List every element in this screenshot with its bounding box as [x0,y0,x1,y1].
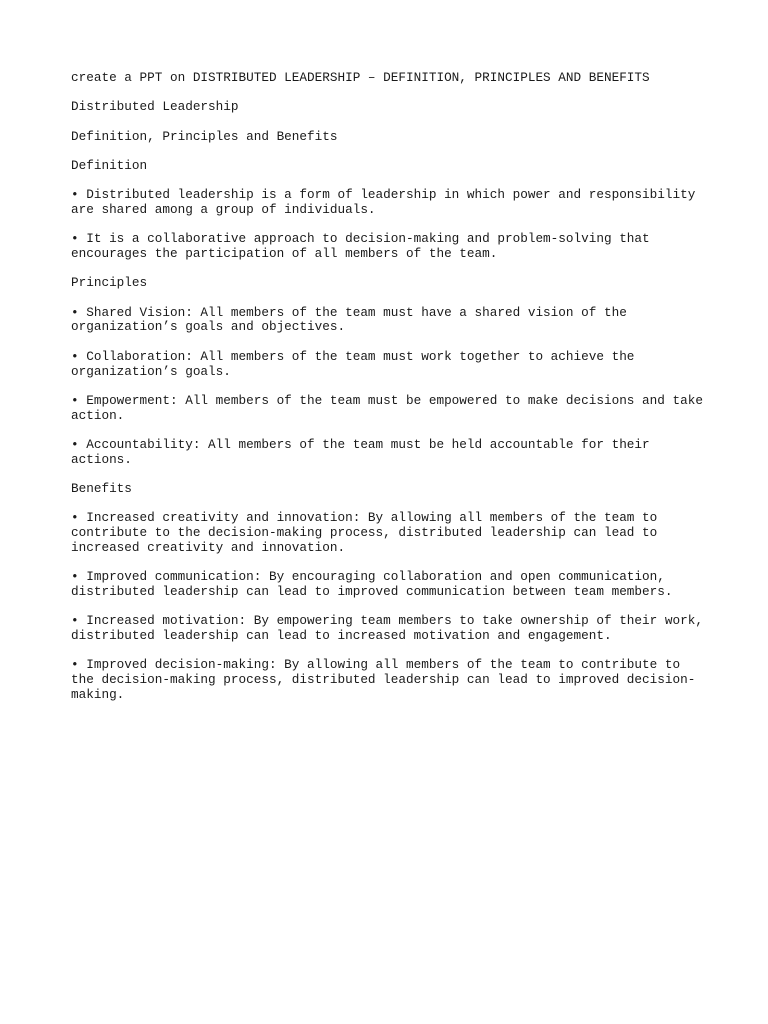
document-title: Distributed Leadership [71,99,239,115]
principle-bullet: • Empowerment: All members of the team must be empowered to make decisions and take action. [71,392,703,423]
benefit-bullet: • Improved communication: By encouraging collaboration and open communication, distributed leadership can lead to improved communication between team members. [71,569,673,600]
section-heading-definition: Definition [71,157,148,173]
definition-bullet: • Distributed leadership is a form of leadership in which power and responsibility are shared among a group of individuals. [71,187,696,217]
definition-bullet: • It is a collaborative approach to decision-making and problem-solving that encourages the participation of all members of the team. [71,231,650,262]
benefit-bullet: • Improved decision-making: By allowing all members of the team to contribute to the decision-making process, distributed leadership can lead to improved decision- making. [71,657,696,703]
document-body [71,71,711,717]
section-heading-benefits: Benefits [71,481,132,497]
principle-bullet: • Shared Vision: All members of the team must have a shared vision of the organization’s goals and objectives. [71,304,627,335]
prompt-line: create a PPT on DISTRIBUTED LEADERSHIP – DEFINITION, PRINCIPLES AND BENEFITS [71,70,650,85]
principle-bullet: • Accountability: All members of the team must be held accountable for their actions. [71,436,650,467]
principle-bullet: • Collaboration: All members of the team must work together to achieve the organization’s goals. [71,348,635,379]
document-subtitle: Definition, Principles and Benefits [71,128,338,144]
benefit-bullet: • Increased motivation: By empowering team members to take ownership of their work, distributed leadership can lead to increased motivation and engagement. [71,613,703,644]
benefit-bullet: • Increased creativity and innovation: By allowing all members of the team to contribute to the decision-making process, distributed leadership can lead to increased creativity and innovation. [71,510,658,555]
section-heading-principles: Principles [71,275,148,291]
